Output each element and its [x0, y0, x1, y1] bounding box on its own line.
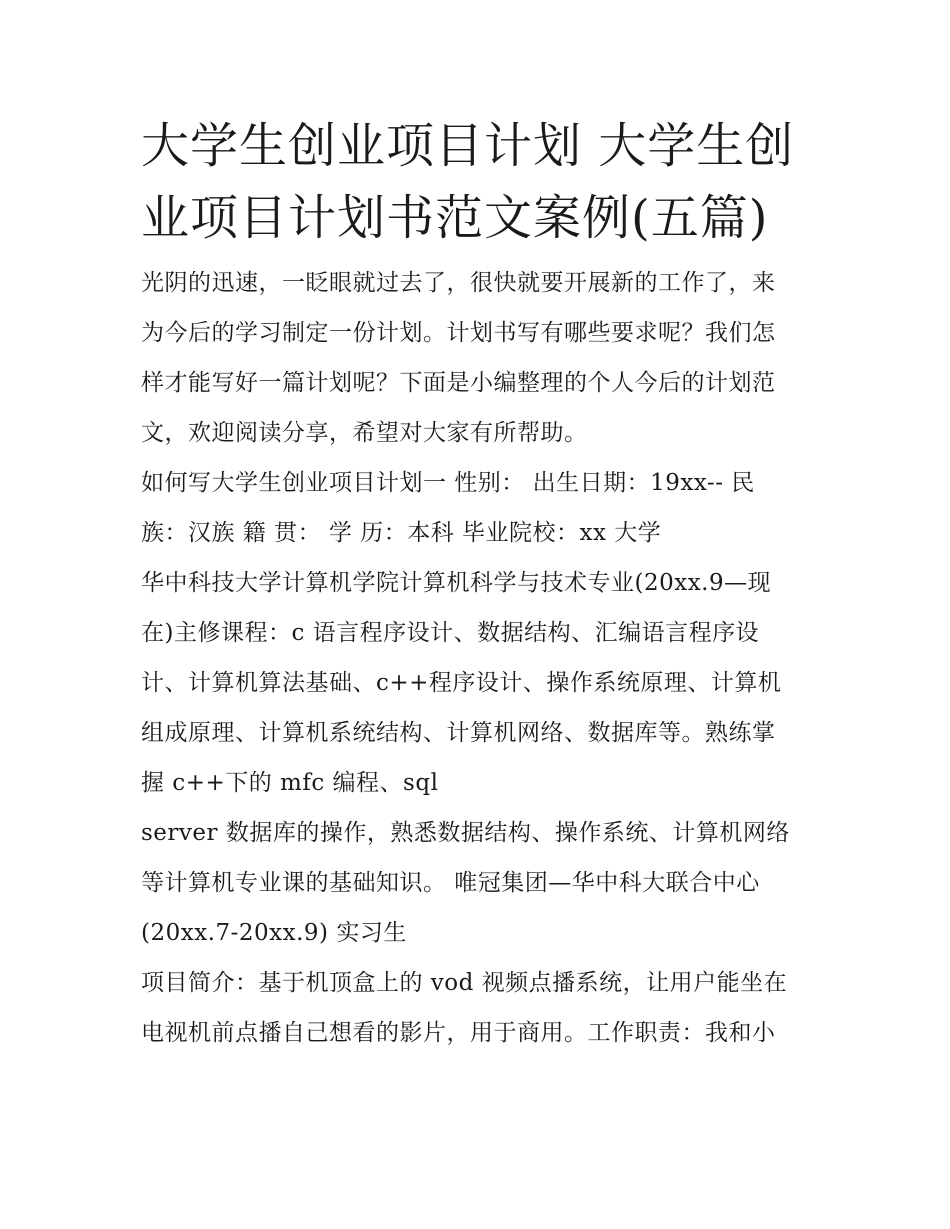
text-line: 为今后的学习制定一份计划。计划书写有哪些要求呢？我们怎 [141, 320, 776, 346]
project-paragraph [141, 958, 816, 1058]
text-line: 项目简介：基于机顶盒上的 vod 视频点播系统，让用户能坐在 [141, 970, 788, 996]
text-line: 如何写大学生创业项目计划一 性别： 出生日期：19xx-- 民 [141, 470, 755, 496]
title-line-2: 业项目计划书范文案例(五篇) [141, 190, 769, 246]
text-line: 样才能写好一篇计划呢？下面是小编整理的个人今后的计划范 [141, 370, 776, 396]
personal-info-paragraph [141, 458, 816, 558]
document-title [141, 110, 816, 254]
text-line: 电视机前点播自己想看的影片，用于商用。工作职责：我和小 [141, 1020, 776, 1046]
education-paragraph [141, 558, 816, 808]
title-line-1: 大学生创业项目计划 大学生创 [141, 118, 795, 174]
text-line: 握 c++下的 mfc 编程、sql [141, 770, 439, 796]
text-line: 在)主修课程：c 语言程序设计、数据结构、汇编语言程序设 [141, 620, 760, 646]
text-line: 组成原理、计算机系统结构、计算机网络、数据库等。熟练掌 [141, 720, 776, 746]
text-line: 计、计算机算法基础、c++程序设计、操作系统原理、计算机 [141, 670, 782, 696]
text-line: (20xx.7-20xx.9) 实习生 [141, 920, 407, 946]
text-line: server 数据库的操作，熟悉数据结构、操作系统、计算机网络 [141, 820, 790, 846]
text-line: 文，欢迎阅读分享，希望对大家有所帮助。 [141, 420, 588, 446]
intro-paragraph [141, 258, 816, 458]
document-body [141, 110, 816, 1058]
text-line: 华中科技大学计算机学院计算机科学与技术专业(20xx.9—现 [141, 570, 772, 596]
text-line: 光阴的迅速，一眨眼就过去了，很快就要开展新的工作了，来 [141, 270, 776, 296]
skills-paragraph [141, 808, 816, 958]
text-line: 族：汉族 籍 贯： 学 历：本科 毕业院校：xx 大学 [141, 520, 662, 546]
text-line: 等计算机专业课的基础知识。 唯冠集团—华中科大联合中心 [141, 870, 760, 896]
